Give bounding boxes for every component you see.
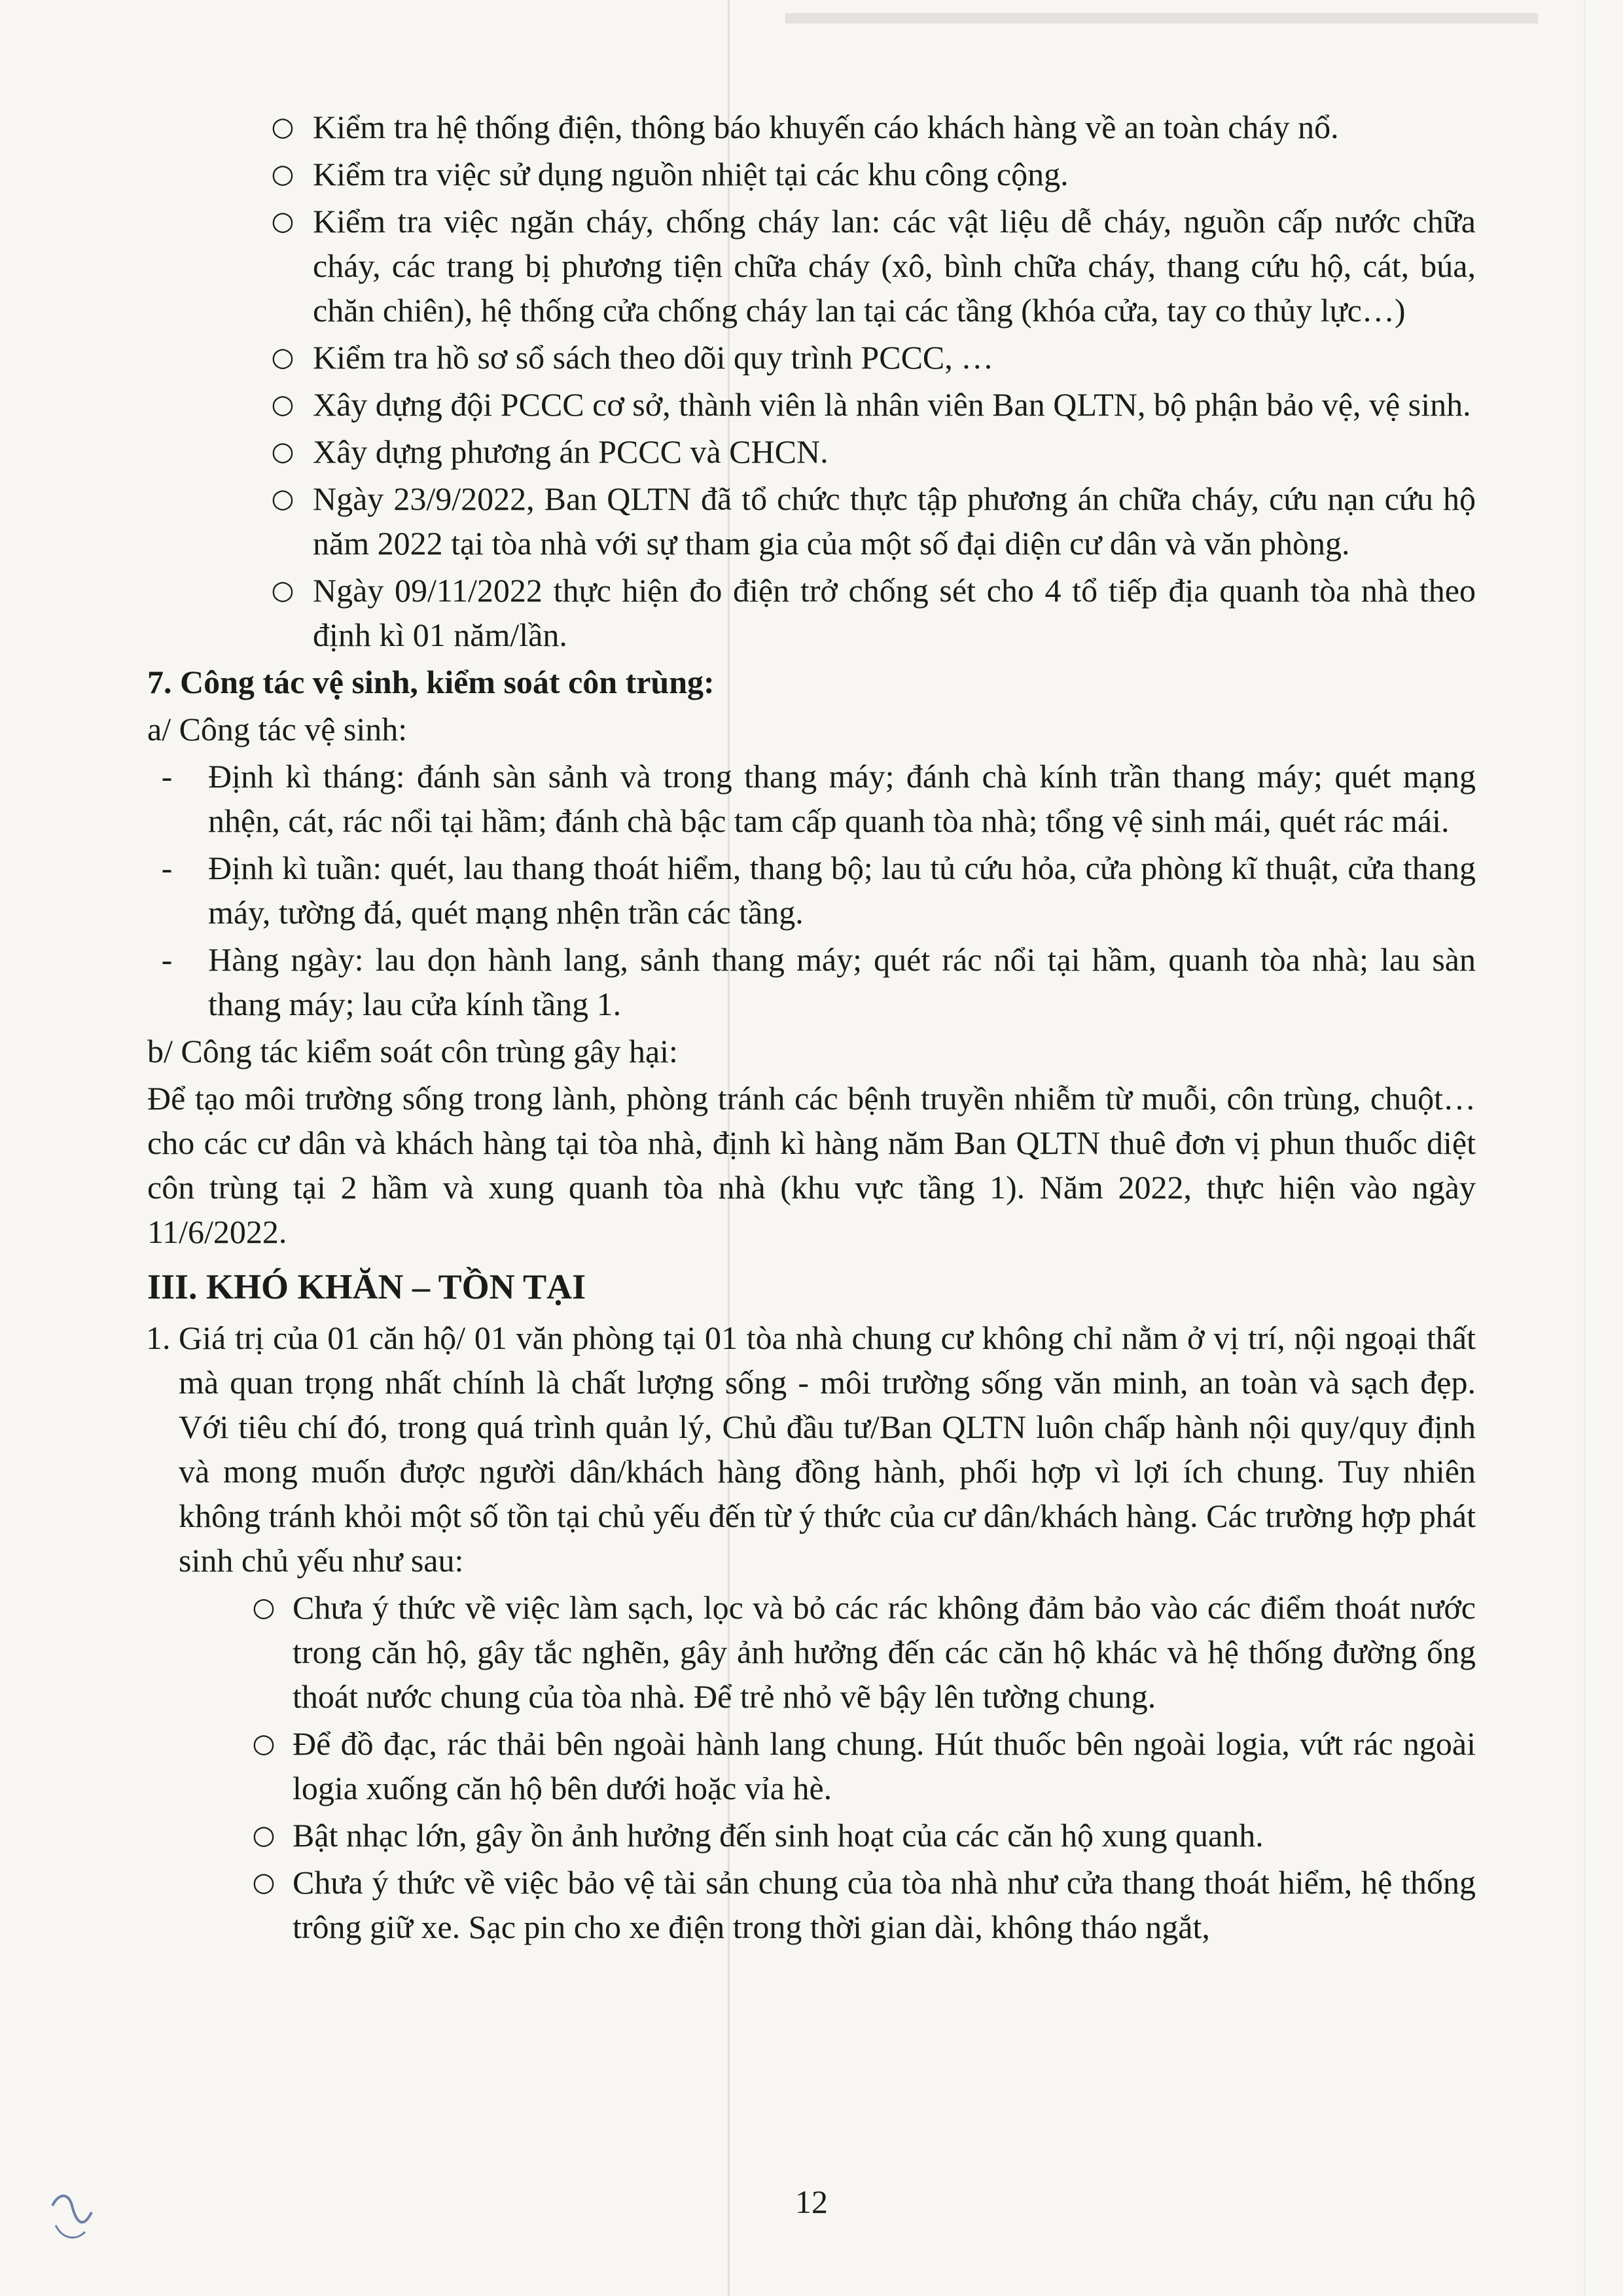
list-item-text: Định kì tuần: quét, lau thang thoát hiểm, thang bộ; lau tủ cứu hỏa, cửa phòng kĩ thuật, cửa thang máy, tường đá, quét mạng nhện trần các tầng. (208, 850, 1476, 931)
circle-bullet-icon: ○ (271, 484, 294, 514)
paragraph: Để tạo môi trường sống trong lành, phòng tránh các bệnh truyền nhiễm từ muỗi, côn trùng, chuột… cho các cư dân và khách hàng tại tòa nhà, định kì hàng năm Ban QLTN thuê đơn vị phun thuốc diệt côn trùng tại 2 hầm và xung quanh tòa nhà (khu vực tầng 1). Năm 2022, thực hiện vào ngày 11/6/2022. (147, 1080, 1476, 1250)
list-item (147, 429, 1476, 474)
page-number: 12 (795, 2183, 828, 2220)
list-item (147, 1721, 1476, 1810)
circle-bullet-icon: ○ (271, 389, 294, 420)
circle-bullet-icon: ○ (252, 1592, 276, 1623)
list-item (147, 846, 1476, 935)
list-item-text: Bật nhạc lớn, gây ồn ảnh hưởng đến sinh hoạt của các căn hộ xung quanh. (293, 1817, 1264, 1854)
list-item-text: Xây dựng phương án PCCC và CHCN. (313, 433, 829, 470)
dash-bullet-icon: - (161, 850, 173, 886)
header-smudge (785, 13, 1538, 24)
list-item-text: Định kì tháng: đánh sàn sảnh và trong thang máy; đánh chà kính trần thang máy; quét mạng nhện, cát, rác nổi tại hầm; đánh chà bậc tam cấp quanh tòa nhà; tổng vệ sinh mái, quét rác mái. (208, 758, 1476, 839)
item-number: 1. (146, 1319, 171, 1356)
list-item-text: Chưa ý thức về việc làm sạch, lọc và bỏ các rác không đảm bảo vào các điểm thoát nước trong căn hộ, gây tắc nghẽn, gây ảnh hưởng đến các căn hộ khác và hệ thống đường ống thoát nước chung của tòa nhà. Để trẻ nhỏ vẽ bậy lên tường chung. (293, 1589, 1476, 1715)
document-body (147, 105, 1476, 1952)
circle-bullet-icon: ○ (271, 159, 294, 189)
list-item (147, 382, 1476, 427)
numbered-item (147, 1316, 1476, 1583)
list-item-text: Kiểm tra việc sử dụng nguồn nhiệt tại các khu công cộng. (313, 156, 1069, 192)
dash-bullet-icon: - (161, 941, 173, 978)
circle-bullet-icon: ○ (271, 575, 294, 605)
circle-bullet-icon: ○ (271, 437, 294, 467)
circle-bullet-icon: ○ (252, 1867, 276, 1897)
numbered-item-text: Giá trị của 01 căn hộ/ 01 văn phòng tại 01 tòa nhà chung cư không chỉ nằm ở vị trí, nội ngoại thất mà quan trọng nhất chính là chất lượng sống - môi trường sống văn minh, an toàn và sạch đẹp. Với tiêu chí đó, trong quá trình quản lý, Chủ đầu tư/Ban QLTN luôn chấp hành nội quy/quy định và mong muốn được người dân/khách hàng đồng hành, phối hợp vì lợi ích chung. Tuy nhiên không tránh khỏi một số tồn tại chủ yếu đến từ ý thức của cư dân/khách hàng. Các trường hợp phát sinh chủ yếu như sau: (179, 1319, 1476, 1579)
list-item (147, 1585, 1476, 1719)
circle-bullet-icon: ○ (271, 342, 294, 372)
subsection-heading: b/ Công tác kiểm soát côn trùng gây hại: (147, 1033, 678, 1069)
circle-bullet-icon: ○ (252, 1820, 276, 1850)
subsection-heading: a/ Công tác vệ sinh: (147, 711, 408, 747)
circle-bullet-icon: ○ (271, 112, 294, 142)
list-item (147, 335, 1476, 380)
dash-bullet-icon: - (161, 758, 173, 795)
list-item-text: Xây dựng đội PCCC cơ sở, thành viên là nhân viên Ban QLTN, bộ phận bảo vệ, vệ sinh. (313, 386, 1471, 423)
list-item (147, 937, 1476, 1026)
section-heading: III. KHÓ KHĂN – TỒN TẠI (147, 1267, 586, 1306)
section-heading: 7. Công tác vệ sinh, kiểm soát côn trùng: (147, 664, 715, 700)
scan-edge-line (1584, 0, 1585, 2296)
list-item-text: Chưa ý thức về việc bảo vệ tài sản chung của tòa nhà như cửa thang thoát hiểm, hệ thống trông giữ xe. Sạc pin cho xe điện trong thời gian dài, không tháo ngắt, (293, 1864, 1476, 1945)
list-item-text: Kiểm tra hệ thống điện, thông báo khuyến cáo khách hàng về an toàn cháy nổ. (313, 109, 1339, 145)
list-item (147, 568, 1476, 657)
circle-bullet-icon: ○ (271, 206, 294, 236)
list-item (147, 199, 1476, 332)
list-item-text: Ngày 09/11/2022 thực hiện đo điện trở chống sét cho 4 tổ tiếp địa quanh tòa nhà theo định kì 01 năm/lần. (313, 572, 1476, 653)
list-item (147, 1813, 1476, 1857)
circle-bullet-icon: ○ (252, 1729, 276, 1759)
initials-mark-icon (46, 2186, 98, 2245)
list-item-text: Ngày 23/9/2022, Ban QLTN đã tổ chức thực tập phương án chữa cháy, cứu nạn cứu hộ năm 2022 tại tòa nhà với sự tham gia của một số đại diện cư dân và văn phòng. (313, 480, 1476, 562)
list-item (147, 1860, 1476, 1949)
list-item-text: Để đồ đạc, rác thải bên ngoài hành lang chung. Hút thuốc bên ngoài logia, vứt rác ngoài logia xuống căn hộ bên dưới hoặc vỉa hè. (293, 1725, 1476, 1806)
list-item-text: Kiểm tra hồ sơ sổ sách theo dõi quy trình PCCC, … (313, 339, 994, 376)
list-item (147, 105, 1476, 149)
list-item (147, 754, 1476, 843)
list-item-text: Hàng ngày: lau dọn hành lang, sảnh thang máy; quét rác nổi tại hầm, quanh tòa nhà; lau sàn thang máy; lau cửa kính tầng 1. (208, 941, 1476, 1022)
list-item (147, 152, 1476, 196)
list-item (147, 476, 1476, 565)
list-item-text: Kiểm tra việc ngăn cháy, chống cháy lan: các vật liệu dễ cháy, nguồn cấp nước chữa cháy, các trang bị phương tiện chữa cháy (xô, bình chữa cháy, thang cứu hộ, cát, búa, chăn chiên), hệ thống cửa chống cháy lan tại các tầng (khóa cửa, tay co thủy lực…) (313, 203, 1476, 329)
